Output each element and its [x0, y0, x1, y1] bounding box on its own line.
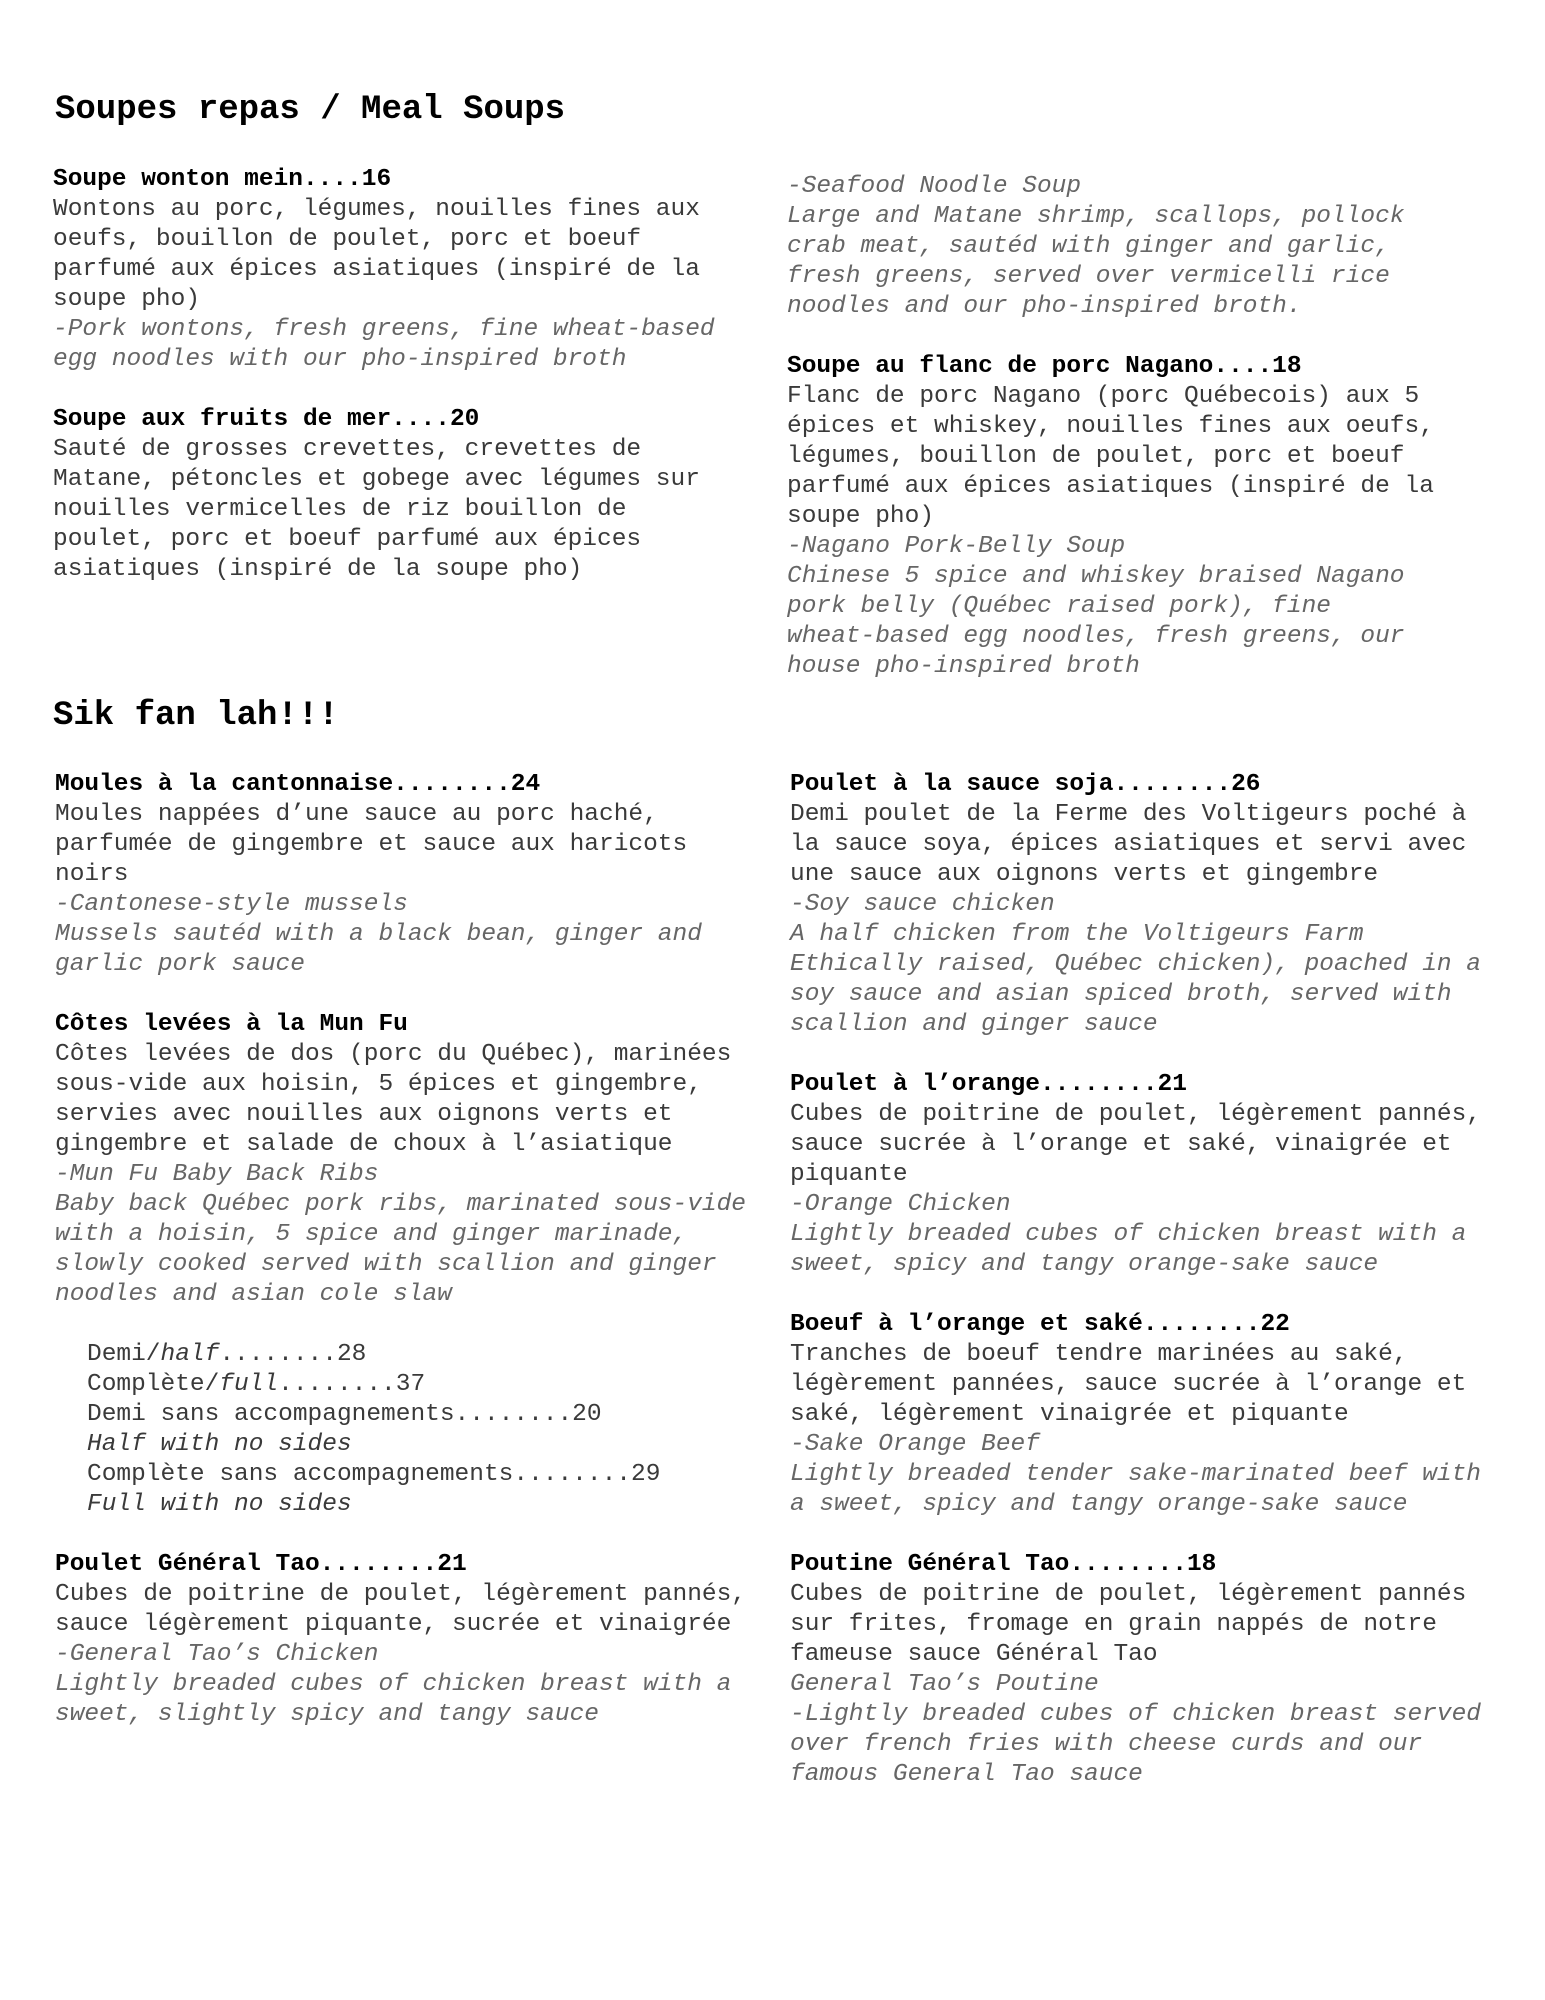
- item-description-en: -Mun Fu Baby Back Ribs Baby back Québec pork ribs, marinated sous-vide with a hoisin, 5 spice and ginger marinade, slowly cooked served with scallion and ginger noodles and asian cole slaw: [55, 1161, 747, 1308]
- item-description-en: -Cantonese-style mussels Mussels sautéd with a black bean, ginger and garlic pork sauce: [55, 891, 702, 978]
- item-description-fr: Wontons au porc, légumes, nouilles fines aux oeufs, bouillon de poulet, porc et boeuf parfumé aux épices asiatiques (inspiré de la soupe pho): [53, 196, 700, 313]
- item-description-en: -Seafood Noodle Soup Large and Matane shrimp, scallops, pollock crab meat, sautéd with ginger and garlic, fresh greens, served over vermicelli rice noodles and our pho-inspired broth.: [787, 173, 1405, 320]
- item-name: Poulet Général Tao........21: [55, 1551, 467, 1578]
- menu-item-nagano-soup: [787, 352, 1434, 682]
- item-description-fr: Demi poulet de la Ferme des Voltigeurs poché à la sauce soya, épices asiatiques et servi avec une sauce aux oignons verts et gingembre: [790, 801, 1467, 888]
- item-description-en: -Orange Chicken Lightly breaded cubes of chicken breast with a sweet, spicy and tangy orange-sake sauce: [790, 1191, 1467, 1278]
- item-description-en: General Tao’s Poutine -Lightly breaded cubes of chicken breast served over french fries with cheese curds and our famous General Tao sauce: [790, 1671, 1482, 1788]
- mains-left-column: [55, 770, 746, 1760]
- item-description-fr: Côtes levées de dos (porc du Québec), marinées sous-vide aux hoisin, 5 épices et gingembre, servies avec nouilles aux oignons verts et gingembre et salade de choux à l’asiatique: [55, 1041, 732, 1158]
- option-half: Demi/half........28: [87, 1341, 367, 1368]
- item-description-fr: Tranches de boeuf tendre marinées au saké, légèrement pannées, sauce sucrée à l’orange et saké, légèrement vinaigrée et piquante: [790, 1341, 1467, 1428]
- menu-item-seafood-soup-en: [787, 172, 1434, 322]
- menu-item-general-tao-chicken: [55, 1550, 746, 1730]
- option-half-no-sides-en: Half with no sides: [87, 1431, 352, 1458]
- item-description-fr: Cubes de poitrine de poulet, légèrement pannés sur frites, fromage en grain nappés de notre fameuse sauce Général Tao: [790, 1581, 1467, 1668]
- item-description-fr: Sauté de grosses crevettes, crevettes de Matane, pétoncles et gobege avec légumes sur nouilles vermicelles de riz bouillon de poulet, porc et boeuf parfumé aux épices asiatiques (inspiré de la soupe pho): [53, 436, 700, 583]
- item-description-en: -General Tao’s Chicken Lightly breaded cubes of chicken breast with a sweet, slightly spicy and tangy sauce: [55, 1641, 732, 1728]
- item-name: Poulet à la sauce soja........26: [790, 771, 1261, 798]
- menu-item-orange-chicken: [790, 1070, 1481, 1280]
- menu-item-general-tao-poutine: [790, 1550, 1481, 1790]
- item-description-en: -Nagano Pork-Belly Soup Chinese 5 spice and whiskey braised Nagano pork belly (Québec raised pork), fine wheat-based egg noodles, fresh greens, our house pho-inspired broth: [787, 533, 1405, 680]
- option-full-no-sides: Complète sans accompagnements........29: [87, 1461, 661, 1488]
- option-full-no-sides-en: Full with no sides: [87, 1491, 352, 1518]
- menu-item-soy-sauce-chicken: [790, 770, 1481, 1040]
- item-description-fr: Flanc de porc Nagano (porc Québecois) aux 5 épices et whiskey, nouilles fines aux oeufs, légumes, bouillon de poulet, porc et boeuf parfumé aux épices asiatiques (inspiré de la soupe pho): [787, 383, 1434, 530]
- item-name: Boeuf à l’orange et saké........22: [790, 1311, 1290, 1338]
- section-title-meal-soups: Soupes repas / Meal Soups: [55, 91, 566, 129]
- item-name: Moules à la cantonnaise........24: [55, 771, 541, 798]
- item-name: Soupe aux fruits de mer....20: [53, 406, 480, 433]
- item-description-en: -Pork wontons, fresh greens, fine wheat-based egg noodles with our pho-inspired broth: [53, 316, 715, 373]
- ribs-size-options: [55, 1340, 746, 1520]
- menu-item-seafood-soup: [53, 405, 715, 585]
- item-name: Poulet à l’orange........21: [790, 1071, 1187, 1098]
- item-name: Poutine Général Tao........18: [790, 1551, 1217, 1578]
- item-description-fr: Cubes de poitrine de poulet, légèrement pannés, sauce légèrement piquante, sucrée et vinaigrée: [55, 1581, 747, 1638]
- soups-right-column: [787, 172, 1434, 712]
- option-full: Complète/full........37: [87, 1371, 426, 1398]
- menu-item-cantonese-mussels: [55, 770, 746, 980]
- item-description-fr: Cubes de poitrine de poulet, légèrement pannés, sauce sucrée à l’orange et saké, vinaigrée et piquante: [790, 1101, 1482, 1188]
- option-half-no-sides: Demi sans accompagnements........20: [87, 1401, 602, 1428]
- menu-item-mun-fu-ribs: [55, 1010, 746, 1310]
- mains-right-column: [790, 770, 1481, 1820]
- item-description-en: -Soy sauce chicken A half chicken from the Voltigeurs Farm Ethically raised, Québec chicken), poached in a soy sauce and asian spiced broth, served with scallion and ginger sauce: [790, 891, 1482, 1038]
- section-title-sik-fan-lah: Sik fan lah!!!: [53, 697, 339, 735]
- menu-item-sake-orange-beef: [790, 1310, 1481, 1520]
- soups-left-column: [53, 165, 715, 615]
- item-name: Côtes levées à la Mun Fu: [55, 1011, 408, 1038]
- item-description-en: -Sake Orange Beef Lightly breaded tender sake-marinated beef with a sweet, spicy and tangy orange-sake sauce: [790, 1431, 1482, 1518]
- item-description-fr: Moules nappées d’une sauce au porc haché, parfumée de gingembre et sauce aux haricots noirs: [55, 801, 688, 888]
- menu-item-wonton-soup: [53, 165, 715, 375]
- item-name: Soupe au flanc de porc Nagano....18: [787, 353, 1302, 380]
- item-name: Soupe wonton mein....16: [53, 166, 392, 193]
